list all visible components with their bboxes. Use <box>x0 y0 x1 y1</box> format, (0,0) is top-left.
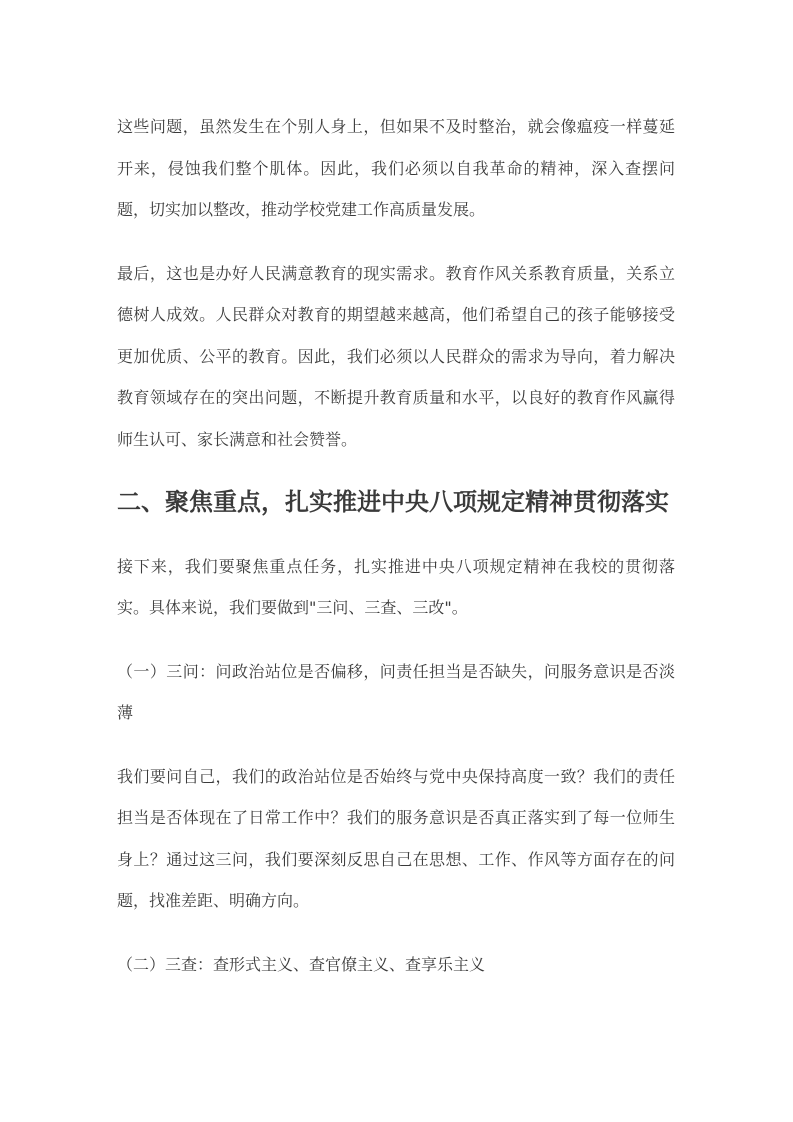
paragraph-problems-spread: 这些问题，虽然发生在个别人身上，但如果不及时整治，就会像瘟疫一样蔓延开来，侵蚀我们整个肌体。因此，我们必须以自我革命的精神，深入查摆问题，切实加以整改，推动学校党建工作高质量发展。 <box>117 117 675 219</box>
subheading-one-three-asks: （一）三问：问政治站位是否偏移，问责任担当是否缺失，问服务意识是否淡薄 <box>117 661 675 722</box>
paragraph-three-asks-three-checks-three-changes-intro: 接下来，我们要聚焦重点任务，扎实推进中央八项规定精神在我校的贯彻落实。具体来说，我们要做到"三问、三查、三改"。 <box>117 556 675 617</box>
subheading-two-three-checks: （二）三查：查形式主义、查官僚主义、查享乐主义 <box>117 954 486 974</box>
section-heading-two-focus-key-points: 二、聚焦重点，扎实推进中央八项规定精神贯彻落实 <box>117 488 669 516</box>
paragraph-ask-ourselves-reflection: 我们要问自己，我们的政治站位是否始终与党中央保持高度一致？我们的责任担当是否体现在了日常工作中？我们的服务意识是否真正落实到了每一位师生身上？通过这三问，我们要深刻反思自己在思想、工作、作风等方面存在的问题，找准差距、明确方向。 <box>117 766 675 910</box>
paragraph-people-satisfaction-education: 最后，这也是办好人民满意教育的现实需求。教育作风关系教育质量，关系立德树人成效。人民群众对教育的期望越来越高，他们希望自己的孩子能够接受更加优质、公平的教育。因此，我们必须以人民群众的需求为导向，着力解决教育领域存在的突出问题，不断提升教育质量和水平，以良好的教育作风赢得师生认可、家长满意和社会赞誉。 <box>117 263 675 449</box>
